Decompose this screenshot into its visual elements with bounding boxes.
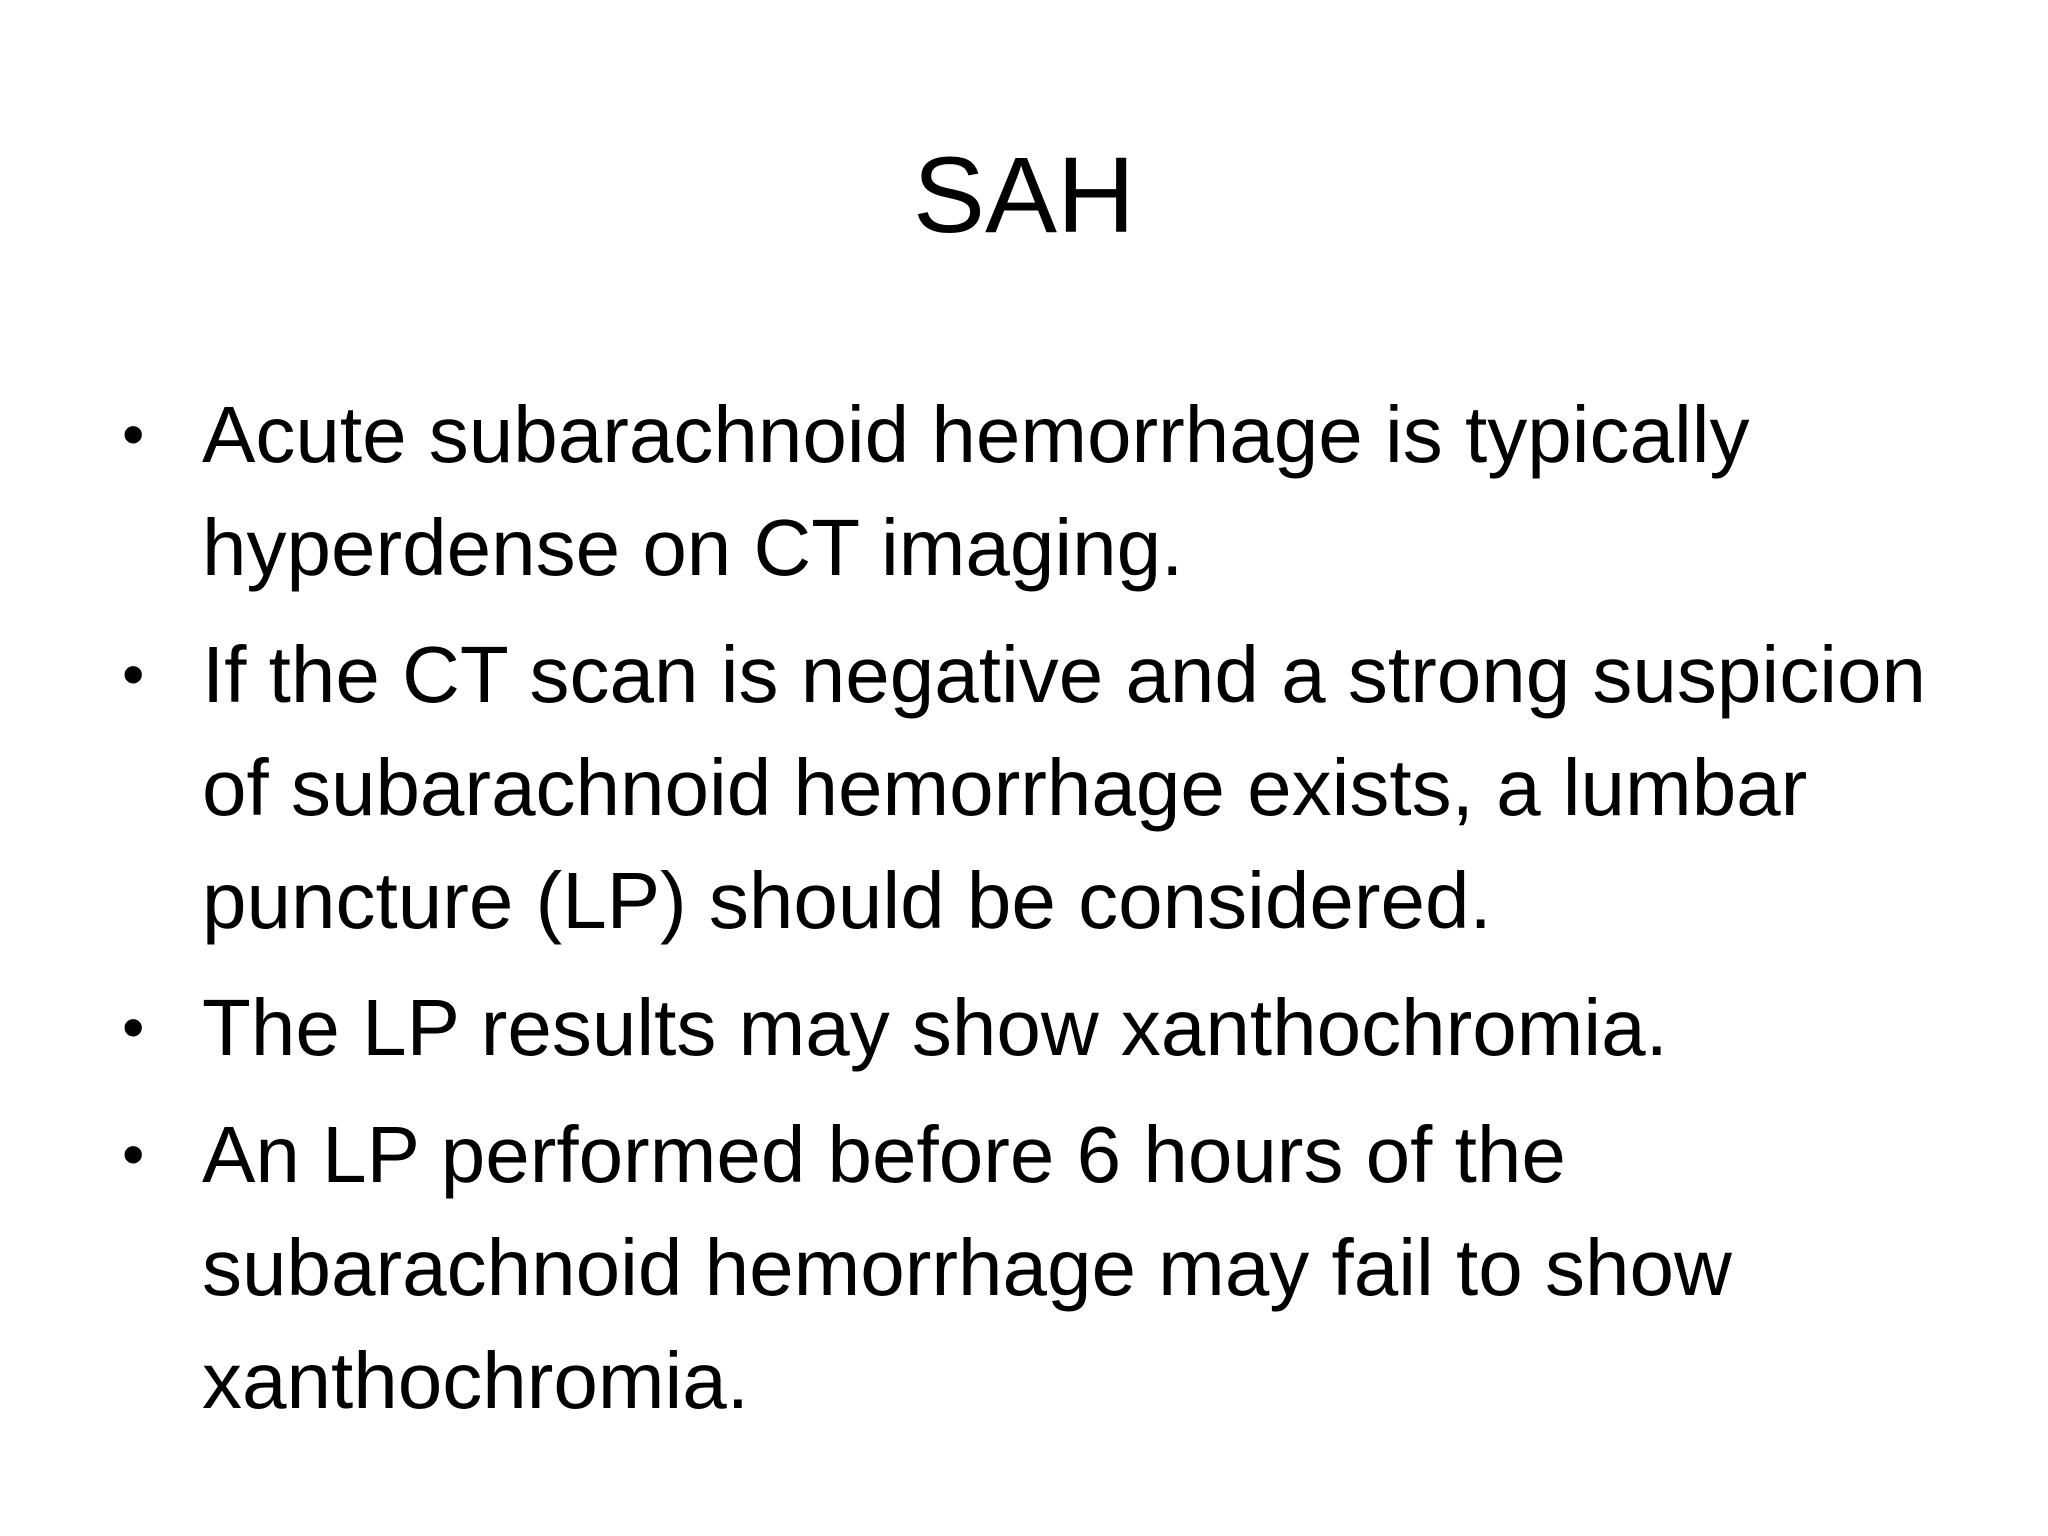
bullet-text: The LP results may show xanthochromia. [202,983,1668,1072]
bullet-icon: • [122,398,145,470]
bullet-text: If the CT scan is negative and a strong suspicion of subarachnoid hemorrhage exists, a lumbar puncture (LP) should be considered. [202,630,1926,945]
slide-title: SAH [912,134,1136,255]
bullet-icon: • [122,991,145,1063]
bullet-item [122,378,1952,604]
bullet-list [122,378,1952,1451]
bullet-item [122,618,1952,957]
bullet-text: Acute subarachnoid hemorrhage is typically hyperdense on CT imaging. [202,390,1750,592]
bullet-item [122,1098,1952,1437]
bullet-icon: • [122,638,145,710]
bullet-icon: • [122,1118,145,1190]
bullet-text: An LP performed before 6 hours of the subarachnoid hemorrhage may fail to show xanthochromia. [202,1110,1732,1425]
bullet-item [122,971,1952,1084]
